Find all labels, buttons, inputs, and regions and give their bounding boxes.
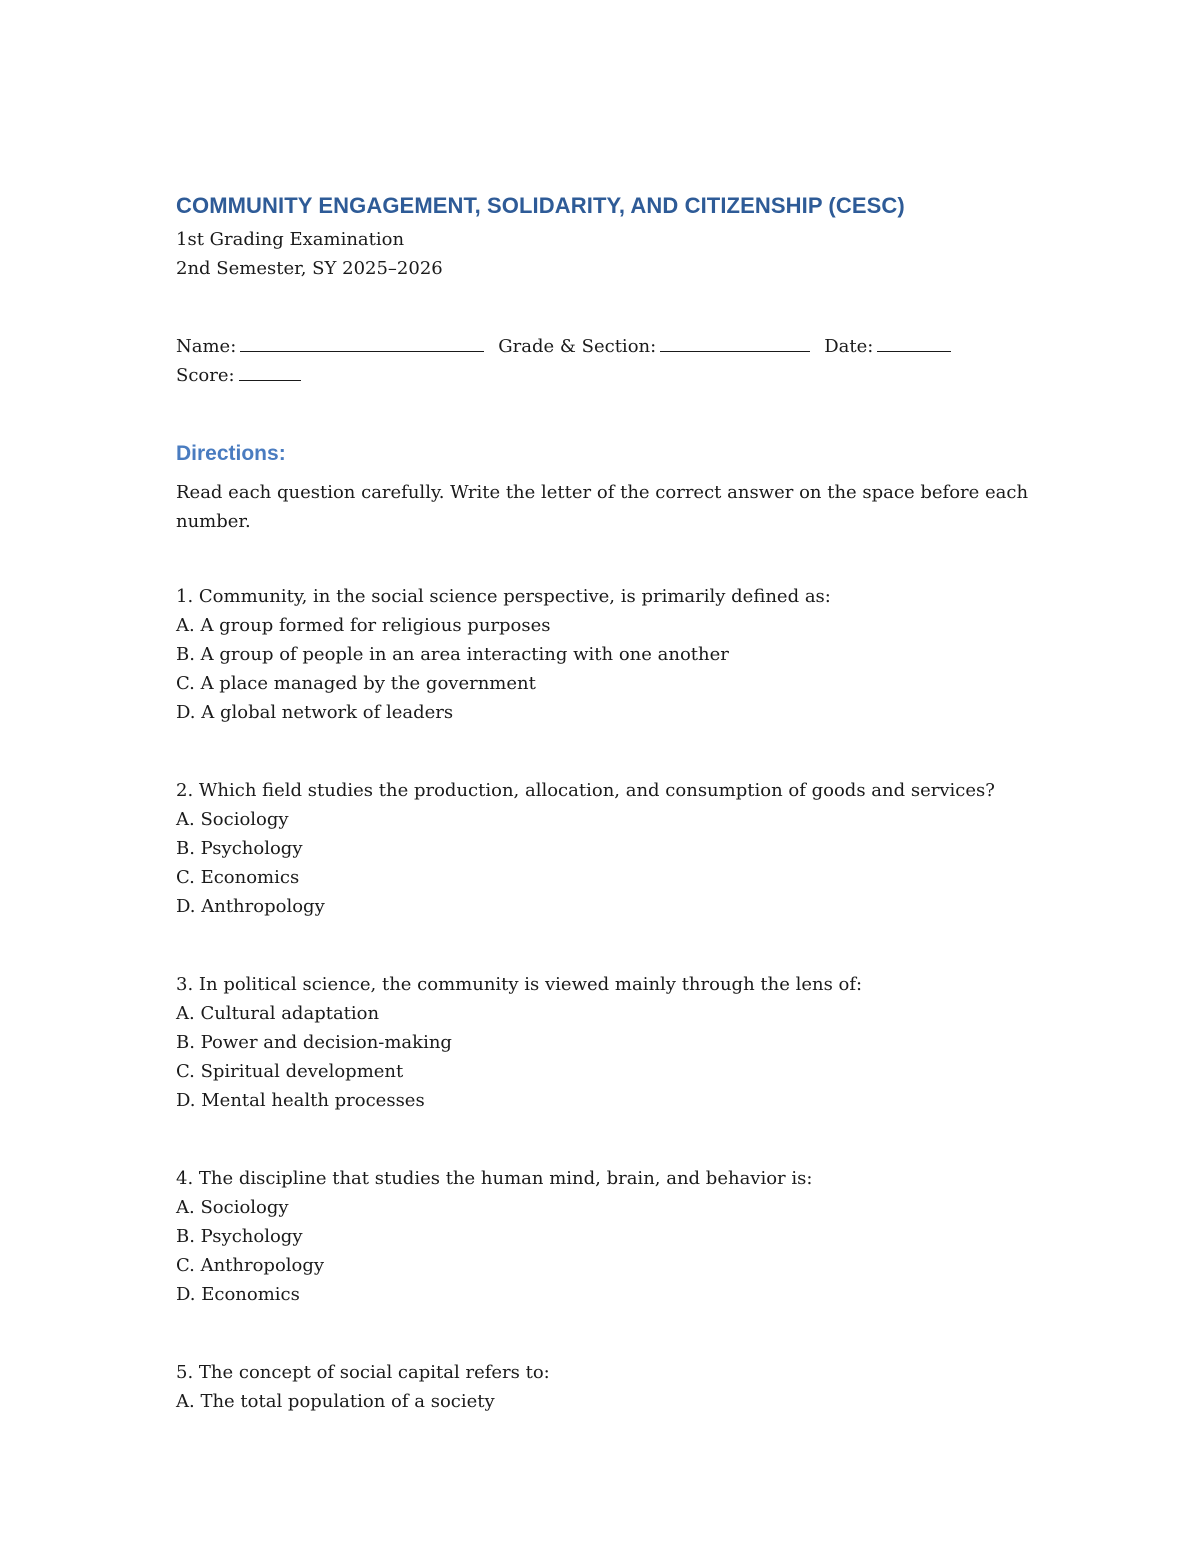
date-blank[interactable] xyxy=(877,335,951,352)
exam-title: COMMUNITY ENGAGEMENT, SOLIDARITY, AND CITIZENSHIP (CESC) xyxy=(176,193,905,218)
choice-a: A. Sociology xyxy=(176,1197,289,1218)
score-label: Score: xyxy=(176,365,235,386)
exam-name: 1st Grading Examination xyxy=(176,229,405,250)
choice-b: B. Power and decision-making xyxy=(176,1032,452,1053)
question-prompt: 2. Which field studies the production, allocation, and consumption of goods and services? xyxy=(176,780,995,801)
choice-a: A. Sociology xyxy=(176,809,289,830)
name-blank[interactable] xyxy=(240,335,484,352)
choice-a: A. A group formed for religious purposes xyxy=(176,615,551,636)
name-field xyxy=(176,335,484,357)
choice-b: B. A group of people in an area interacting with one another xyxy=(176,644,729,665)
score-blank[interactable] xyxy=(239,364,301,381)
score-field xyxy=(176,364,301,386)
grade-section-label: Grade & Section: xyxy=(498,336,657,357)
date-field xyxy=(824,335,951,357)
choice-b: B. Psychology xyxy=(176,1226,303,1247)
choice-c: C. A place managed by the government xyxy=(176,673,536,694)
score-line xyxy=(176,364,315,386)
choice-b: B. Psychology xyxy=(176,838,303,859)
directions-heading: Directions: xyxy=(176,442,286,465)
question-5 xyxy=(176,1358,1036,1416)
question-prompt: 3. In political science, the community is viewed mainly through the lens of: xyxy=(176,974,863,995)
choice-d: D. Economics xyxy=(176,1284,300,1305)
exam-term: 2nd Semester, SY 2025–2026 xyxy=(176,258,443,279)
grade-section-blank[interactable] xyxy=(660,335,810,352)
choice-a: A. Cultural adaptation xyxy=(176,1003,380,1024)
question-4 xyxy=(176,1164,1036,1309)
choice-d: D. A global network of leaders xyxy=(176,702,454,723)
name-label: Name: xyxy=(176,336,237,357)
choice-c: C. Anthropology xyxy=(176,1255,325,1276)
question-2 xyxy=(176,776,1036,921)
choice-c: C. Economics xyxy=(176,867,300,888)
date-label: Date: xyxy=(824,336,874,357)
grade-section-field xyxy=(498,335,810,357)
question-prompt: 1. Community, in the social science perspective, is primarily defined as: xyxy=(176,586,831,607)
choice-c: C. Spiritual development xyxy=(176,1061,404,1082)
student-info-line xyxy=(176,335,965,357)
choice-a: A. The total population of a society xyxy=(176,1391,495,1412)
choice-d: D. Mental health processes xyxy=(176,1090,425,1111)
question-prompt: 4. The discipline that studies the human mind, brain, and behavior is: xyxy=(176,1168,813,1189)
question-prompt: 5. The concept of social capital refers to: xyxy=(176,1362,550,1383)
question-1 xyxy=(176,582,1036,727)
choice-d: D. Anthropology xyxy=(176,896,325,917)
question-3 xyxy=(176,970,1036,1115)
directions-text: Read each question carefully. Write the letter of the correct answer on the space before each number. xyxy=(176,482,1029,532)
